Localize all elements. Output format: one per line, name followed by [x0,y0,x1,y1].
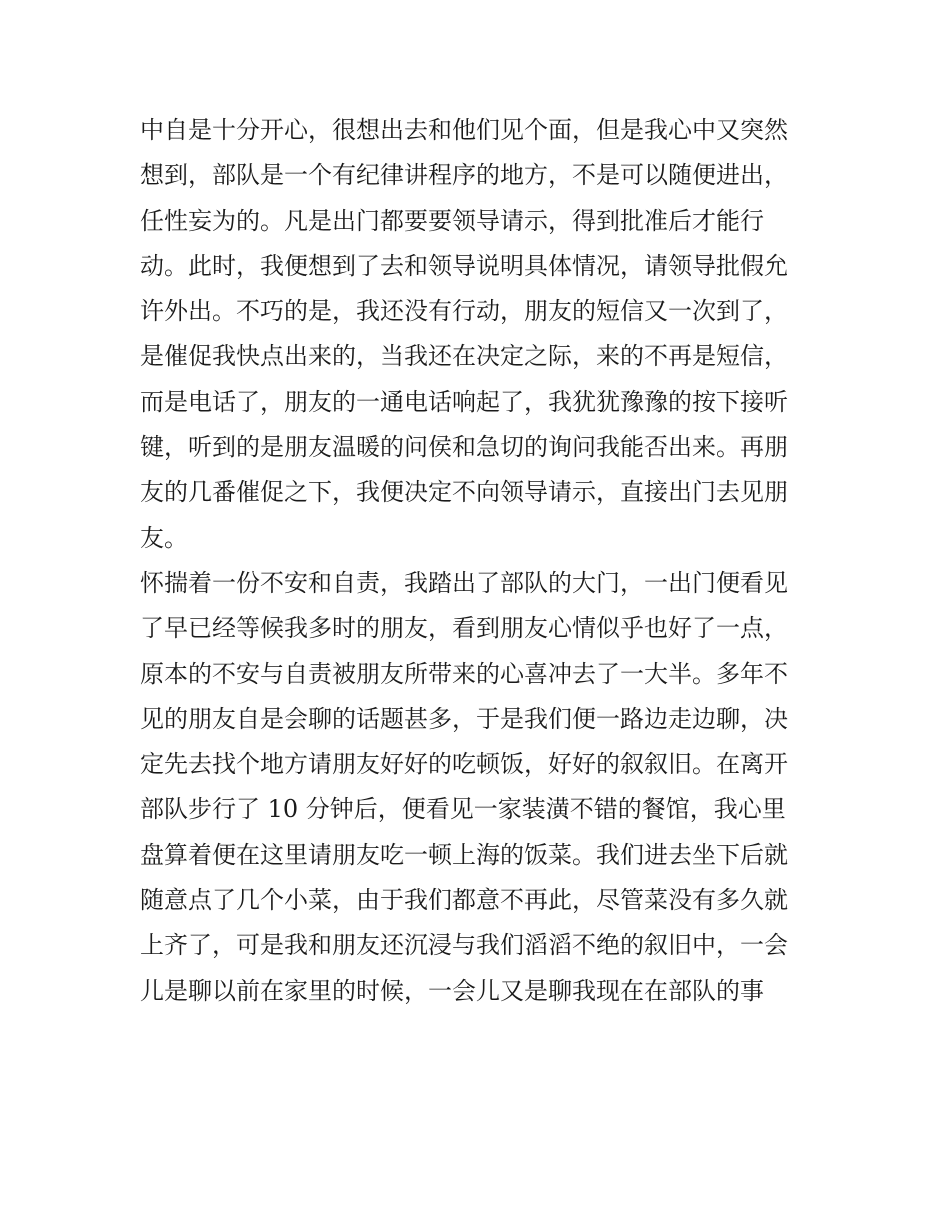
text-line-1: 中自是十分开心，很想出去和他们见个面，但是我心中又突然 [140,116,788,144]
text-line-6: 是催促我快点出来的，当我还在决定之际，来的不再是短信， [140,342,788,371]
text-line-7: 而是电话了，朋友的一通电话响起了，我犹犹豫豫的按下接听 [140,387,788,416]
text-line-10: 友。 [140,523,188,552]
text-line-4: 动。此时，我便想到了去和领导说明具体情况，请领导批假允 [140,251,788,280]
text-line-16: 部队步行了 10 分钟后，便看见一家装潢不错的餐馆，我心里 [140,795,786,824]
text-line-5: 许外出。不巧的是，我还没有行动，朋友的短信又一次到了， [140,297,788,326]
text-line-2: 想到，部队是一个有纪律讲程序的地方，不是可以随便进出， [140,161,788,190]
text-line-20: 儿是聊以前在家里的时候，一会儿又是聊我现在在部队的事 [140,976,764,1005]
text-line-13: 原本的不安与自责被朋友所带来的心喜冲去了一大半。多年不 [140,659,788,688]
text-line-8: 键，听到的是朋友温暖的问侯和急切的询问我能否出来。再朋 [140,433,788,462]
text-line-11: 怀揣着一份不安和自责，我踏出了部队的大门，一出门便看见 [140,568,788,597]
text-line-19: 上齐了，可是我和朋友还沉浸与我们滔滔不绝的叙旧中，一会 [140,931,788,960]
body-text [140,108,812,1014]
text-line-9: 友的几番催促之下，我便决定不向领导请示，直接出门去见朋 [140,478,788,507]
text-line-3: 任性妄为的。凡是出门都要要领导请示，得到批准后才能行 [140,206,764,235]
text-line-18: 随意点了几个小菜，由于我们都意不再此，尽管菜没有多久就 [140,886,788,915]
text-line-15: 定先去找个地方请朋友好好的吃顿饭，好好的叙叙旧。在离开 [140,750,788,779]
text-line-14: 见的朋友自是会聊的话题甚多，于是我们便一路边走边聊，决 [140,704,788,733]
text-line-12: 了早已经等候我多时的朋友，看到朋友心情似乎也好了一点， [140,614,788,643]
text-line-17: 盘算着便在这里请朋友吃一顿上海的饭菜。我们进去坐下后就 [140,840,788,869]
